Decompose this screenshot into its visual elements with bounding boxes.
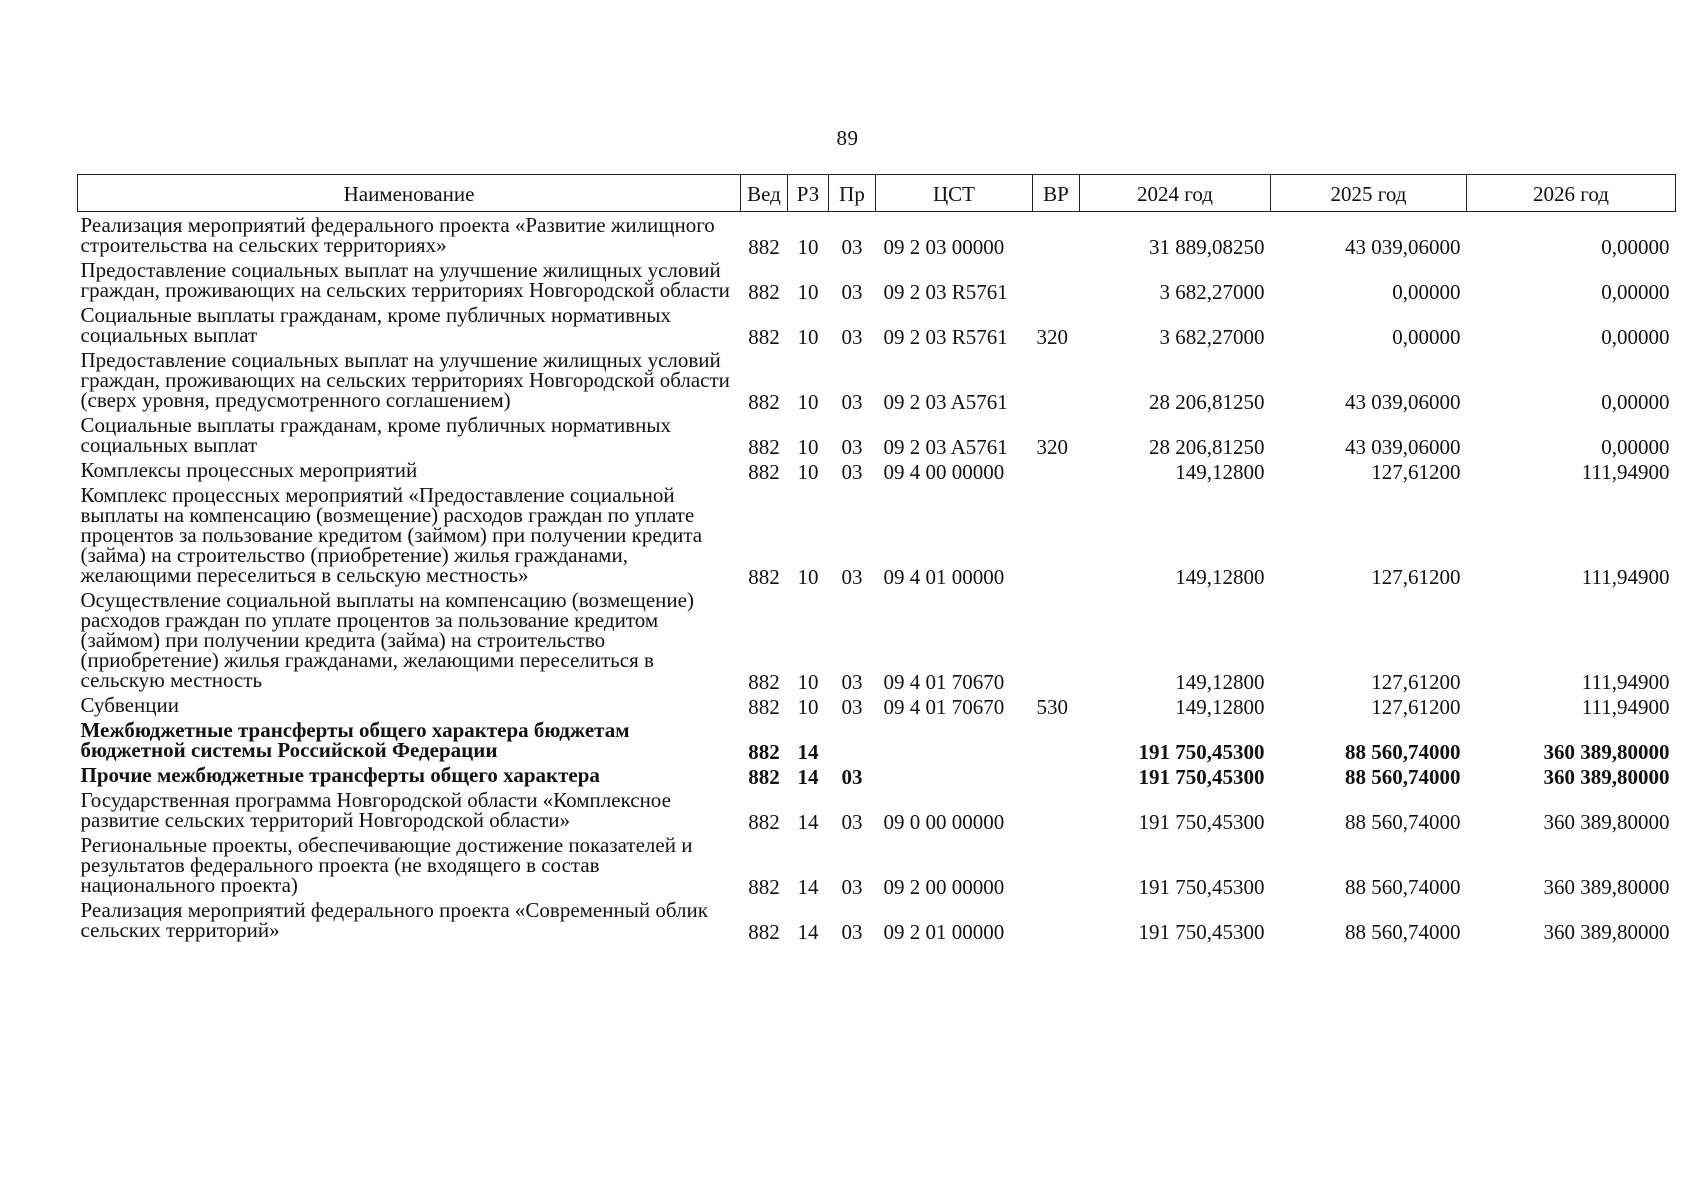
cell-vr bbox=[1033, 257, 1080, 302]
cell-vr bbox=[1033, 897, 1080, 942]
cell-2024: 28 206,81250 bbox=[1149, 435, 1265, 459]
cell-2024: 31 889,08250 bbox=[1149, 235, 1265, 259]
cell-2026: 111,94900 bbox=[1581, 565, 1670, 589]
cell-ved: 882 bbox=[748, 565, 780, 589]
header-name: Наименование bbox=[78, 175, 741, 212]
table-row bbox=[78, 832, 1676, 897]
table-row bbox=[78, 787, 1676, 832]
cell-2025: 88 560,74000 bbox=[1345, 740, 1461, 764]
cell-pr: 03 bbox=[841, 460, 863, 484]
header-ved: Вед bbox=[741, 175, 788, 212]
header-2024: 2024 год bbox=[1080, 175, 1271, 212]
header-cst: ЦСТ bbox=[876, 175, 1033, 212]
header-vr: ВР bbox=[1033, 175, 1080, 212]
cell-2024: 149,12800 bbox=[1175, 695, 1265, 719]
cell-vr bbox=[1033, 457, 1080, 482]
cell-2025: 88 560,74000 bbox=[1345, 765, 1461, 789]
table-row bbox=[78, 587, 1676, 692]
cell-cst bbox=[876, 717, 1033, 762]
cell-pr: 03 bbox=[841, 435, 863, 459]
cell-name: Социальные выплаты гражданам, кроме публичных нормативных социальных выплат bbox=[80, 303, 672, 347]
cell-2025: 88 560,74000 bbox=[1345, 920, 1461, 944]
cell-name: Региональные проекты, обеспечивающие достижение показателей и результатов федерального проекта (не входящего в состав национального проекта) bbox=[80, 833, 693, 897]
cell-rz: 10 bbox=[797, 235, 819, 259]
cell-ved: 882 bbox=[748, 920, 780, 944]
cell-2025: 127,61200 bbox=[1371, 565, 1461, 589]
cell-cst: 09 4 01 00000 bbox=[883, 565, 1005, 589]
cell-2026: 0,00000 bbox=[1601, 325, 1670, 349]
cell-vr bbox=[1033, 347, 1080, 412]
cell-2024: 191 750,45300 bbox=[1138, 920, 1265, 944]
cell-2025: 0,00000 bbox=[1392, 325, 1461, 349]
cell-2026: 360 389,80000 bbox=[1543, 920, 1670, 944]
cell-vr bbox=[1033, 762, 1080, 787]
cell-vr bbox=[1033, 212, 1080, 258]
cell-pr: 03 bbox=[841, 235, 863, 259]
cell-2026: 0,00000 bbox=[1601, 280, 1670, 304]
cell-2025: 127,61200 bbox=[1371, 670, 1461, 694]
cell-rz: 10 bbox=[797, 460, 819, 484]
cell-pr: 03 bbox=[841, 810, 863, 834]
cell-2024: 3 682,27000 bbox=[1159, 325, 1265, 349]
cell-cst: 09 4 01 70670 bbox=[883, 695, 1005, 719]
cell-ved: 882 bbox=[748, 235, 780, 259]
cell-pr: 03 bbox=[841, 765, 863, 789]
cell-name: Комплексы процессных мероприятий bbox=[80, 458, 418, 482]
cell-vr bbox=[1033, 717, 1080, 762]
cell-name: Осуществление социальной выплаты на компенсацию (возмещение) расходов граждан по уплате процентов за пользование кредитом (займом) при получении кредита (займа) на строительство (приобретение) жилья гражданами, желающими переселиться в сельскую местность bbox=[80, 588, 694, 692]
cell-name: Социальные выплаты гражданам, кроме публичных нормативных социальных выплат bbox=[80, 413, 672, 457]
cell-ved: 882 bbox=[748, 810, 780, 834]
cell-2026: 111,94900 bbox=[1581, 695, 1670, 719]
cell-2024: 28 206,81250 bbox=[1149, 390, 1265, 414]
cell-name: Предоставление социальных выплат на улучшение жилищных условий граждан, проживающих на сельских территориях Новгородской области bbox=[80, 258, 730, 302]
cell-2026: 360 389,80000 bbox=[1543, 810, 1670, 834]
cell-ved: 882 bbox=[748, 325, 780, 349]
table-row bbox=[78, 717, 1676, 762]
table-row bbox=[78, 897, 1676, 942]
cell-pr: 03 bbox=[841, 920, 863, 944]
cell-2026: 0,00000 bbox=[1601, 435, 1670, 459]
cell-2025: 127,61200 bbox=[1371, 460, 1461, 484]
cell-vr bbox=[1033, 832, 1080, 897]
table-row bbox=[78, 257, 1676, 302]
cell-cst: 09 4 01 70670 bbox=[883, 670, 1005, 694]
cell-name: Реализация мероприятий федерального проекта «Современный облик сельских территорий» bbox=[80, 898, 708, 942]
table-row bbox=[78, 302, 1676, 347]
cell-rz: 10 bbox=[797, 435, 819, 459]
cell-2025: 43 039,06000 bbox=[1345, 235, 1461, 259]
cell-2024: 191 750,45300 bbox=[1138, 875, 1265, 899]
cell-name: Прочие межбюджетные трансферты общего характера bbox=[80, 763, 600, 787]
cell-cst: 09 2 03 A5761 bbox=[883, 390, 1008, 414]
cell-rz: 10 bbox=[797, 390, 819, 414]
cell-2026: 360 389,80000 bbox=[1543, 765, 1670, 789]
cell-vr: 530 bbox=[1036, 695, 1068, 719]
cell-rz: 14 bbox=[797, 765, 819, 789]
cell-cst: 09 2 03 00000 bbox=[883, 235, 1005, 259]
cell-cst bbox=[876, 762, 1033, 787]
cell-2026: 0,00000 bbox=[1601, 390, 1670, 414]
cell-pr: 03 bbox=[841, 875, 863, 899]
header-rz: РЗ bbox=[788, 175, 829, 212]
cell-name: Межбюджетные трансферты общего характера бюджетам бюджетной системы Российской Федерации bbox=[80, 718, 630, 762]
cell-vr bbox=[1033, 787, 1080, 832]
header-2025: 2025 год bbox=[1271, 175, 1467, 212]
cell-ved: 882 bbox=[748, 695, 780, 719]
cell-2026: 360 389,80000 bbox=[1543, 875, 1670, 899]
table-row bbox=[78, 347, 1676, 412]
cell-ved: 882 bbox=[748, 670, 780, 694]
table-header bbox=[78, 175, 1676, 212]
cell-2025: 0,00000 bbox=[1392, 280, 1461, 304]
cell-pr: 03 bbox=[841, 695, 863, 719]
cell-ved: 882 bbox=[748, 740, 780, 764]
table-row bbox=[78, 412, 1676, 457]
cell-2024: 191 750,45300 bbox=[1138, 810, 1265, 834]
cell-cst: 09 2 01 00000 bbox=[883, 920, 1005, 944]
cell-rz: 10 bbox=[797, 325, 819, 349]
cell-2025: 127,61200 bbox=[1371, 695, 1461, 719]
cell-rz: 10 bbox=[797, 280, 819, 304]
cell-pr: 03 bbox=[841, 325, 863, 349]
cell-2024: 149,12800 bbox=[1175, 565, 1265, 589]
cell-2026: 111,94900 bbox=[1581, 460, 1670, 484]
cell-pr: 03 bbox=[841, 280, 863, 304]
cell-cst: 09 2 03 A5761 bbox=[883, 435, 1008, 459]
cell-pr: 03 bbox=[841, 390, 863, 414]
cell-ved: 882 bbox=[748, 390, 780, 414]
cell-2025: 88 560,74000 bbox=[1345, 875, 1461, 899]
table-row bbox=[78, 457, 1676, 482]
cell-ved: 882 bbox=[748, 765, 780, 789]
cell-2024: 149,12800 bbox=[1175, 460, 1265, 484]
cell-rz: 14 bbox=[797, 875, 819, 899]
cell-2024: 191 750,45300 bbox=[1138, 740, 1265, 764]
cell-cst: 09 2 00 00000 bbox=[883, 875, 1005, 899]
cell-rz: 10 bbox=[797, 565, 819, 589]
cell-cst: 09 2 03 R5761 bbox=[883, 325, 1008, 349]
cell-name: Предоставление социальных выплат на улучшение жилищных условий граждан, проживающих на сельских территориях Новгородской области (сверх уровня, предусмотренного соглашением) bbox=[80, 348, 730, 412]
cell-rz: 14 bbox=[797, 920, 819, 944]
table-row bbox=[78, 212, 1676, 258]
cell-rz: 14 bbox=[797, 740, 819, 764]
cell-ved: 882 bbox=[748, 460, 780, 484]
cell-cst: 09 0 00 00000 bbox=[883, 810, 1005, 834]
cell-2025: 43 039,06000 bbox=[1345, 435, 1461, 459]
table-body bbox=[78, 212, 1676, 943]
header-pr: Пр bbox=[829, 175, 876, 212]
cell-name: Комплекс процессных мероприятий «Предоставление социальной выплаты на компенсацию (возмещение) расходов граждан по уплате процентов за пользование кредитом (займом) при получении кредита (займа) на строительство (приобретение) жилья гражданами, желающими переселиться в сельскую местность» bbox=[80, 483, 703, 587]
page-number: 89 bbox=[836, 126, 859, 150]
cell-rz: 10 bbox=[797, 670, 819, 694]
cell-cst: 09 4 00 00000 bbox=[883, 460, 1005, 484]
cell-2024: 149,12800 bbox=[1175, 670, 1265, 694]
cell-name: Субвенции bbox=[80, 693, 179, 717]
cell-2024: 191 750,45300 bbox=[1138, 765, 1265, 789]
cell-rz: 14 bbox=[797, 810, 819, 834]
header-2026: 2026 год bbox=[1467, 175, 1676, 212]
cell-ved: 882 bbox=[748, 435, 780, 459]
budget-table bbox=[77, 174, 1676, 942]
cell-2024: 3 682,27000 bbox=[1159, 280, 1265, 304]
cell-2025: 88 560,74000 bbox=[1345, 810, 1461, 834]
cell-2026: 360 389,80000 bbox=[1543, 740, 1670, 764]
cell-2025: 43 039,06000 bbox=[1345, 390, 1461, 414]
cell-pr: 03 bbox=[841, 670, 863, 694]
cell-ved: 882 bbox=[748, 280, 780, 304]
cell-cst: 09 2 03 R5761 bbox=[883, 280, 1008, 304]
table-row bbox=[78, 482, 1676, 587]
cell-pr bbox=[829, 717, 876, 762]
cell-name: Реализация мероприятий федерального проекта «Развитие жилищного строительства на сельских территориях» bbox=[80, 213, 715, 257]
cell-vr bbox=[1033, 587, 1080, 692]
cell-2026: 0,00000 bbox=[1601, 235, 1670, 259]
cell-vr: 320 bbox=[1036, 435, 1068, 459]
cell-ved: 882 bbox=[748, 875, 780, 899]
cell-rz: 10 bbox=[797, 695, 819, 719]
cell-vr: 320 bbox=[1036, 325, 1068, 349]
cell-pr: 03 bbox=[841, 565, 863, 589]
table-row bbox=[78, 692, 1676, 717]
table-row bbox=[78, 762, 1676, 787]
cell-vr bbox=[1033, 482, 1080, 587]
cell-2026: 111,94900 bbox=[1581, 670, 1670, 694]
cell-name: Государственная программа Новгородской области «Комплексное развитие сельских территорий Новгородской области» bbox=[80, 788, 671, 832]
